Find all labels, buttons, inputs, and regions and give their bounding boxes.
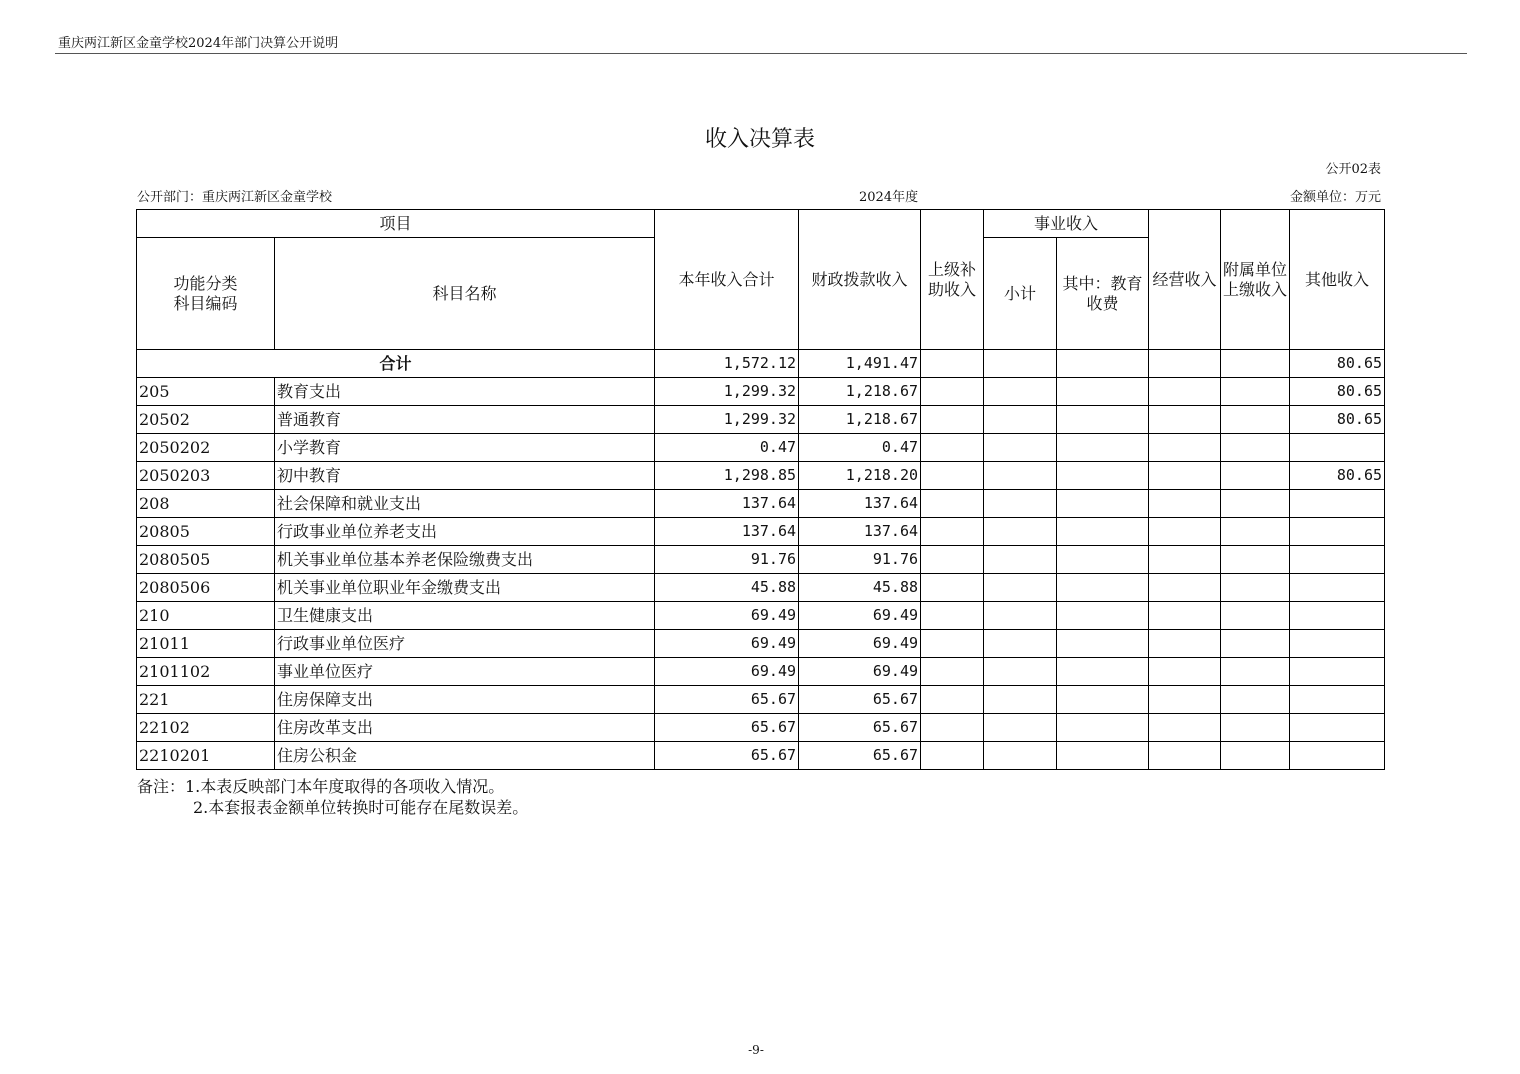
subject-name-cell: 初中教育 (275, 462, 655, 490)
header-divider (55, 53, 1467, 54)
note-line-1: 备注：1.本表反映部门本年度取得的各项收入情况。 (137, 777, 505, 796)
total-income-cell: 69.49 (655, 658, 799, 686)
function-code-cell: 208 (137, 490, 275, 518)
function-code-cell: 20502 (137, 406, 275, 434)
subject-name-cell: 卫生健康支出 (275, 602, 655, 630)
total-income-header: 本年收入合计 (655, 210, 799, 350)
superior-subsidy-cell (921, 630, 984, 658)
affiliated-income-cell (1221, 490, 1290, 518)
affiliated-income-cell (1221, 434, 1290, 462)
total-income-cell: 65.67 (655, 686, 799, 714)
affiliated-income-cell (1221, 546, 1290, 574)
subtotal-cell (984, 518, 1057, 546)
table-row (137, 546, 1385, 574)
fiscal-cell: 69.49 (799, 630, 921, 658)
affiliated-income-header: 附属单位上缴收入 (1221, 210, 1290, 350)
fiscal-appropriation-header: 财政拨款收入 (799, 210, 921, 350)
table-row (137, 714, 1385, 742)
superior-subsidy-cell (921, 714, 984, 742)
total-income-cell: 45.88 (655, 574, 799, 602)
table-row (137, 686, 1385, 714)
table-row (137, 490, 1385, 518)
subject-name-cell: 机关事业单位基本养老保险缴费支出 (275, 546, 655, 574)
affiliated-income-cell (1221, 574, 1290, 602)
operating-income-cell (1149, 434, 1221, 462)
total-income-cell: 1,299.32 (655, 378, 799, 406)
fiscal-cell: 137.64 (799, 490, 921, 518)
subject-name-cell: 行政事业单位医疗 (275, 630, 655, 658)
superior-subsidy-cell (921, 350, 984, 378)
subject-name-cell: 住房保障支出 (275, 686, 655, 714)
education-fee-cell (1057, 574, 1149, 602)
affiliated-income-cell (1221, 630, 1290, 658)
superior-subsidy-cell (921, 546, 984, 574)
other-income-cell (1290, 602, 1385, 630)
operating-income-cell (1149, 630, 1221, 658)
superior-subsidy-cell (921, 686, 984, 714)
other-income-cell (1290, 714, 1385, 742)
superior-subsidy-cell (921, 742, 984, 770)
fiscal-cell: 1,218.67 (799, 406, 921, 434)
operating-income-cell (1149, 574, 1221, 602)
other-income-cell: 80.65 (1290, 378, 1385, 406)
operating-income-cell (1149, 490, 1221, 518)
education-fee-cell (1057, 518, 1149, 546)
currency-unit-label: 金额单位：万元 (1289, 190, 1381, 205)
table-row (137, 434, 1385, 462)
superior-subsidy-cell (921, 434, 984, 462)
subtotal-cell (984, 350, 1057, 378)
operating-income-cell (1149, 686, 1221, 714)
table-row (137, 574, 1385, 602)
affiliated-income-cell (1221, 406, 1290, 434)
page-number: -9- (748, 1043, 764, 1057)
function-code-cell: 21011 (137, 630, 275, 658)
business-income-header: 事业收入 (984, 210, 1149, 238)
total-income-cell: 1,298.85 (655, 462, 799, 490)
education-fee-cell (1057, 378, 1149, 406)
subtotal-cell (984, 686, 1057, 714)
total-label: 合计 (137, 350, 655, 378)
subject-name-cell: 事业单位医疗 (275, 658, 655, 686)
subtotal-cell (984, 658, 1057, 686)
superior-subsidy-header: 上级补助收入 (921, 210, 984, 350)
function-code-cell: 22102 (137, 714, 275, 742)
function-code-cell: 2210201 (137, 742, 275, 770)
other-income-cell (1290, 546, 1385, 574)
affiliated-income-cell (1221, 378, 1290, 406)
table-row (137, 462, 1385, 490)
other-income-cell (1290, 630, 1385, 658)
subject-name-cell: 机关事业单位职业年金缴费支出 (275, 574, 655, 602)
subtotal-cell (984, 714, 1057, 742)
subject-name-cell: 行政事业单位养老支出 (275, 518, 655, 546)
education-fee-cell (1057, 630, 1149, 658)
subtotal-header: 小计 (984, 238, 1057, 350)
affiliated-income-cell (1221, 518, 1290, 546)
education-fee-cell (1057, 686, 1149, 714)
education-fee-header: 其中：教育收费 (1057, 238, 1149, 350)
fiscal-cell: 69.49 (799, 658, 921, 686)
affiliated-income-cell (1221, 602, 1290, 630)
affiliated-income-cell (1221, 658, 1290, 686)
other-income-cell (1290, 518, 1385, 546)
fiscal-cell: 69.49 (799, 602, 921, 630)
project-header: 项目 (137, 210, 655, 238)
fiscal-cell: 65.67 (799, 686, 921, 714)
operating-income-cell (1149, 602, 1221, 630)
affiliated-income-cell (1221, 462, 1290, 490)
operating-income-cell (1149, 462, 1221, 490)
superior-subsidy-cell (921, 574, 984, 602)
superior-subsidy-cell (921, 490, 984, 518)
operating-income-cell (1149, 546, 1221, 574)
other-income-cell (1290, 574, 1385, 602)
fiscal-cell: 91.76 (799, 546, 921, 574)
subtotal-cell (984, 602, 1057, 630)
superior-subsidy-cell (921, 462, 984, 490)
function-code-cell: 20805 (137, 518, 275, 546)
other-income-cell (1290, 742, 1385, 770)
subject-name-cell: 普通教育 (275, 406, 655, 434)
total-row (137, 350, 1385, 378)
subtotal-cell (984, 630, 1057, 658)
affiliated-income-cell (1221, 686, 1290, 714)
table-number: 公开02表 (1325, 162, 1381, 177)
table-title: 收入决算表 (704, 127, 815, 152)
total-income-cell: 65.67 (655, 742, 799, 770)
other-income-header: 其他收入 (1290, 210, 1385, 350)
department-label: 公开部门：重庆两江新区金童学校 (137, 190, 333, 205)
total-income-cell: 1,299.32 (655, 406, 799, 434)
operating-income-header: 经营收入 (1149, 210, 1221, 350)
table-row (137, 602, 1385, 630)
superior-subsidy-cell (921, 658, 984, 686)
fiscal-cell: 0.47 (799, 434, 921, 462)
function-code-header: 功能分类 科目编码 (137, 238, 275, 350)
affiliated-income-cell (1221, 742, 1290, 770)
fiscal-cell: 65.67 (799, 714, 921, 742)
subject-name-cell: 教育支出 (275, 378, 655, 406)
fiscal-cell: 1,491.47 (799, 350, 921, 378)
superior-subsidy-cell (921, 406, 984, 434)
function-code-cell: 221 (137, 686, 275, 714)
fiscal-cell: 45.88 (799, 574, 921, 602)
fiscal-cell: 1,218.20 (799, 462, 921, 490)
operating-income-cell (1149, 406, 1221, 434)
total-income-cell: 137.64 (655, 518, 799, 546)
income-statement-table (136, 209, 1385, 770)
subject-name-header: 科目名称 (275, 238, 655, 350)
fiscal-year-label: 2024年度 (859, 190, 919, 205)
subtotal-cell (984, 434, 1057, 462)
function-code-cell: 2080506 (137, 574, 275, 602)
education-fee-cell (1057, 546, 1149, 574)
operating-income-cell (1149, 742, 1221, 770)
note-line-2: 2.本套报表金额单位转换时可能存在尾数误差。 (193, 798, 529, 817)
education-fee-cell (1057, 406, 1149, 434)
subject-name-cell: 小学教育 (275, 434, 655, 462)
education-fee-cell (1057, 490, 1149, 518)
subtotal-cell (984, 546, 1057, 574)
operating-income-cell (1149, 350, 1221, 378)
table-row (137, 518, 1385, 546)
superior-subsidy-cell (921, 378, 984, 406)
other-income-cell (1290, 658, 1385, 686)
table-row (137, 630, 1385, 658)
fiscal-cell: 137.64 (799, 518, 921, 546)
total-income-cell: 69.49 (655, 630, 799, 658)
other-income-cell (1290, 686, 1385, 714)
other-income-cell (1290, 434, 1385, 462)
function-code-cell: 2101102 (137, 658, 275, 686)
total-income-cell: 1,572.12 (655, 350, 799, 378)
operating-income-cell (1149, 658, 1221, 686)
subtotal-cell (984, 462, 1057, 490)
operating-income-cell (1149, 714, 1221, 742)
education-fee-cell (1057, 350, 1149, 378)
function-code-cell: 210 (137, 602, 275, 630)
education-fee-cell (1057, 462, 1149, 490)
superior-subsidy-cell (921, 518, 984, 546)
table-row (137, 378, 1385, 406)
document-running-header: 重庆两江新区金童学校2024年部门决算公开说明 (58, 36, 339, 51)
table-row (137, 742, 1385, 770)
subtotal-cell (984, 406, 1057, 434)
subtotal-cell (984, 378, 1057, 406)
affiliated-income-cell (1221, 350, 1290, 378)
fiscal-cell: 65.67 (799, 742, 921, 770)
education-fee-cell (1057, 714, 1149, 742)
total-income-cell: 137.64 (655, 490, 799, 518)
education-fee-cell (1057, 602, 1149, 630)
education-fee-cell (1057, 742, 1149, 770)
subject-name-cell: 住房公积金 (275, 742, 655, 770)
education-fee-cell (1057, 434, 1149, 462)
subject-name-cell: 社会保障和就业支出 (275, 490, 655, 518)
total-income-cell: 0.47 (655, 434, 799, 462)
superior-subsidy-cell (921, 602, 984, 630)
notes (137, 776, 528, 818)
operating-income-cell (1149, 518, 1221, 546)
total-income-cell: 65.67 (655, 714, 799, 742)
subject-name-cell: 住房改革支出 (275, 714, 655, 742)
other-income-cell (1290, 490, 1385, 518)
affiliated-income-cell (1221, 714, 1290, 742)
table-row (137, 406, 1385, 434)
function-code-cell: 2050203 (137, 462, 275, 490)
other-income-cell: 80.65 (1290, 350, 1385, 378)
other-income-cell: 80.65 (1290, 406, 1385, 434)
total-income-cell: 91.76 (655, 546, 799, 574)
other-income-cell: 80.65 (1290, 462, 1385, 490)
function-code-cell: 205 (137, 378, 275, 406)
education-fee-cell (1057, 658, 1149, 686)
subtotal-cell (984, 574, 1057, 602)
subtotal-cell (984, 490, 1057, 518)
function-code-cell: 2050202 (137, 434, 275, 462)
operating-income-cell (1149, 378, 1221, 406)
subtotal-cell (984, 742, 1057, 770)
function-code-cell: 2080505 (137, 546, 275, 574)
fiscal-cell: 1,218.67 (799, 378, 921, 406)
table-row (137, 658, 1385, 686)
total-income-cell: 69.49 (655, 602, 799, 630)
